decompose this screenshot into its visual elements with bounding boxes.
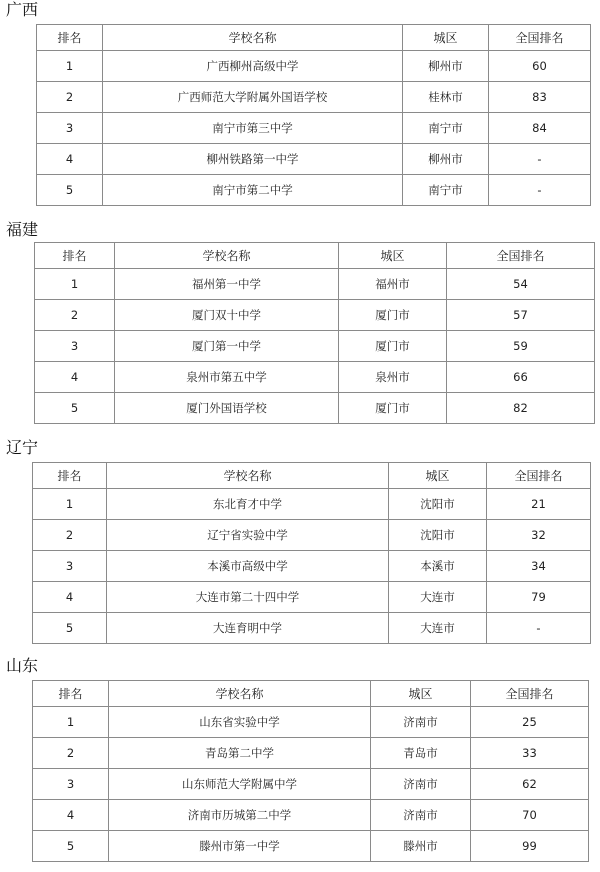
table-row: [33, 582, 591, 613]
section-title: 广西: [6, 0, 39, 19]
cell-rank: 3: [35, 331, 115, 362]
table-row: [37, 113, 591, 144]
cell-district: 南宁市: [403, 113, 489, 144]
cell-school: 泉州市第五中学: [115, 362, 339, 393]
cell-national-rank: 33: [471, 738, 589, 769]
ranking-table: [36, 24, 591, 206]
ranking-table: [32, 680, 589, 862]
cell-school: 青岛第二中学: [109, 738, 371, 769]
cell-national-rank: 54: [447, 269, 595, 300]
table-row: [37, 82, 591, 113]
cell-district: 济南市: [371, 800, 471, 831]
section-title: 辽宁: [6, 438, 39, 457]
cell-school: 南宁市第三中学: [103, 113, 403, 144]
cell-rank: 5: [35, 393, 115, 424]
cell-rank: 1: [35, 269, 115, 300]
cell-district: 大连市: [389, 613, 487, 644]
cell-school: 福州第一中学: [115, 269, 339, 300]
header-district: 城区: [339, 243, 447, 269]
cell-school: 厦门双十中学: [115, 300, 339, 331]
cell-national-rank: 59: [447, 331, 595, 362]
cell-district: 大连市: [389, 582, 487, 613]
cell-district: 厦门市: [339, 393, 447, 424]
cell-rank: 5: [37, 175, 103, 206]
cell-national-rank: -: [489, 175, 591, 206]
cell-rank: 1: [33, 489, 107, 520]
cell-district: 柳州市: [403, 144, 489, 175]
cell-rank: 3: [33, 769, 109, 800]
cell-national-rank: 83: [489, 82, 591, 113]
cell-national-rank: 82: [447, 393, 595, 424]
table-row: [33, 831, 589, 862]
cell-school: 广西柳州高级中学: [103, 51, 403, 82]
cell-rank: 1: [33, 707, 109, 738]
cell-school: 本溪市高级中学: [107, 551, 389, 582]
cell-district: 柳州市: [403, 51, 489, 82]
header-school: 学校名称: [115, 243, 339, 269]
table-row: [33, 551, 591, 582]
header-district: 城区: [389, 463, 487, 489]
header-national-rank: 全国排名: [471, 681, 589, 707]
cell-rank: 3: [33, 551, 107, 582]
table-header-row: [33, 463, 591, 489]
header-school: 学校名称: [103, 25, 403, 51]
cell-district: 沈阳市: [389, 520, 487, 551]
cell-national-rank: -: [487, 613, 591, 644]
cell-rank: 4: [33, 582, 107, 613]
cell-rank: 3: [37, 113, 103, 144]
table-row: [35, 269, 595, 300]
header-national-rank: 全国排名: [447, 243, 595, 269]
table-row: [35, 393, 595, 424]
table-header-row: [35, 243, 595, 269]
cell-school: 大连市第二十四中学: [107, 582, 389, 613]
cell-school: 大连育明中学: [107, 613, 389, 644]
cell-district: 厦门市: [339, 300, 447, 331]
header-rank: 排名: [33, 681, 109, 707]
cell-district: 本溪市: [389, 551, 487, 582]
cell-national-rank: 99: [471, 831, 589, 862]
header-rank: 排名: [37, 25, 103, 51]
header-national-rank: 全国排名: [489, 25, 591, 51]
header-district: 城区: [403, 25, 489, 51]
table-row: [37, 144, 591, 175]
cell-rank: 2: [37, 82, 103, 113]
header-rank: 排名: [35, 243, 115, 269]
cell-school: 滕州市第一中学: [109, 831, 371, 862]
cell-school: 辽宁省实验中学: [107, 520, 389, 551]
header-national-rank: 全国排名: [487, 463, 591, 489]
cell-school: 济南市历城第二中学: [109, 800, 371, 831]
cell-national-rank: -: [489, 144, 591, 175]
cell-national-rank: 57: [447, 300, 595, 331]
cell-national-rank: 84: [489, 113, 591, 144]
table-row: [37, 51, 591, 82]
cell-rank: 2: [33, 738, 109, 769]
cell-national-rank: 70: [471, 800, 589, 831]
cell-national-rank: 79: [487, 582, 591, 613]
cell-district: 济南市: [371, 769, 471, 800]
cell-rank: 4: [33, 800, 109, 831]
cell-school: 山东师范大学附属中学: [109, 769, 371, 800]
cell-rank: 1: [37, 51, 103, 82]
section-title: 山东: [6, 656, 39, 675]
ranking-table: [34, 242, 595, 424]
table-row: [35, 300, 595, 331]
cell-district: 泉州市: [339, 362, 447, 393]
cell-rank: 2: [33, 520, 107, 551]
header-school: 学校名称: [107, 463, 389, 489]
cell-rank: 5: [33, 613, 107, 644]
cell-rank: 4: [35, 362, 115, 393]
cell-national-rank: 32: [487, 520, 591, 551]
table-row: [35, 362, 595, 393]
cell-district: 南宁市: [403, 175, 489, 206]
table-header-row: [37, 25, 591, 51]
table-header-row: [33, 681, 589, 707]
table-row: [33, 769, 589, 800]
cell-rank: 2: [35, 300, 115, 331]
cell-district: 济南市: [371, 707, 471, 738]
cell-rank: 4: [37, 144, 103, 175]
cell-school: 厦门第一中学: [115, 331, 339, 362]
cell-school: 柳州铁路第一中学: [103, 144, 403, 175]
table-row: [33, 707, 589, 738]
cell-district: 桂林市: [403, 82, 489, 113]
cell-district: 沈阳市: [389, 489, 487, 520]
cell-school: 南宁市第二中学: [103, 175, 403, 206]
table-row: [33, 489, 591, 520]
cell-district: 青岛市: [371, 738, 471, 769]
cell-school: 厦门外国语学校: [115, 393, 339, 424]
cell-district: 福州市: [339, 269, 447, 300]
cell-national-rank: 62: [471, 769, 589, 800]
header-district: 城区: [371, 681, 471, 707]
table-row: [37, 175, 591, 206]
table-row: [33, 520, 591, 551]
cell-district: 滕州市: [371, 831, 471, 862]
table-row: [33, 738, 589, 769]
cell-school: 山东省实验中学: [109, 707, 371, 738]
header-rank: 排名: [33, 463, 107, 489]
cell-national-rank: 66: [447, 362, 595, 393]
cell-national-rank: 21: [487, 489, 591, 520]
ranking-table: [32, 462, 591, 644]
table-row: [35, 331, 595, 362]
cell-national-rank: 34: [487, 551, 591, 582]
cell-district: 厦门市: [339, 331, 447, 362]
cell-school: 东北育才中学: [107, 489, 389, 520]
cell-national-rank: 25: [471, 707, 589, 738]
cell-national-rank: 60: [489, 51, 591, 82]
cell-rank: 5: [33, 831, 109, 862]
section-title: 福建: [6, 220, 39, 239]
table-row: [33, 800, 589, 831]
cell-school: 广西师范大学附属外国语学校: [103, 82, 403, 113]
header-school: 学校名称: [109, 681, 371, 707]
table-row: [33, 613, 591, 644]
